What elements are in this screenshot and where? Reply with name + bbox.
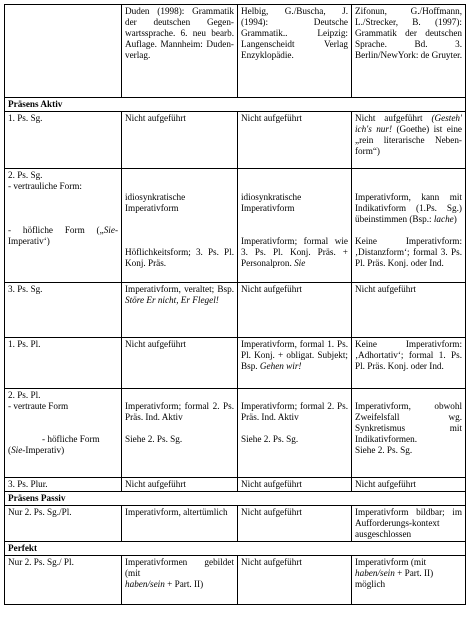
duden-cell: Nicht aufgeführt xyxy=(122,112,238,169)
cell-text: Siehe 2. Ps. Sg. xyxy=(125,434,183,444)
table-row xyxy=(5,283,466,338)
label-line: - vertraute Form xyxy=(8,401,69,411)
cell-text: Höflichkeitsform; 3. Ps. Pl. Konj. Präs. xyxy=(125,247,234,268)
cell-text: Imperativform, kann mit Indikativform (1.Ps. Sg.) übeinstimmen (Bsp.: xyxy=(355,192,462,224)
table-row xyxy=(5,389,466,478)
table-row xyxy=(5,478,466,492)
label-line: ( xyxy=(8,445,12,455)
zifonun-cell xyxy=(352,169,466,283)
section-row xyxy=(5,492,466,506)
duden-cell xyxy=(122,389,238,478)
row-label: 3. Ps. Plur. xyxy=(5,478,122,492)
cell-text: Imperativformen gebildet (mit xyxy=(125,557,234,578)
section-row xyxy=(5,98,466,112)
cell-text: ) xyxy=(453,214,457,224)
cell-italic: lache xyxy=(433,214,454,224)
row-label xyxy=(5,169,122,283)
row-label: 1. Ps. Sg. xyxy=(5,112,122,169)
table-row xyxy=(5,169,466,283)
label-line: 2. Ps. Pl. xyxy=(8,390,41,400)
example-text: Gehen wir! xyxy=(259,361,302,371)
label-line: 2. Ps. Sg. xyxy=(8,170,43,180)
label-line: -Imperativ) xyxy=(22,445,65,455)
duden-cell xyxy=(122,283,238,338)
helbig-cell xyxy=(238,389,352,478)
zifonun-cell xyxy=(352,556,466,605)
table-row xyxy=(5,556,466,605)
cell-text: Imperativform, veraltet; Bsp. xyxy=(125,284,234,294)
cell-text: Imperativform (mit xyxy=(355,557,427,567)
helbig-cell: Nicht aufgeführt xyxy=(238,556,352,605)
table-row xyxy=(5,506,466,542)
row-label: 3. Ps. Sg. xyxy=(5,283,122,338)
zifonun-cell: Nicht aufgeführt xyxy=(352,478,466,492)
helbig-cell: Nicht aufgeführt xyxy=(238,283,352,338)
cell-text: Imperativform; formal 2. Ps. Präs. Ind. Aktiv xyxy=(125,401,234,422)
cell-text: möglich xyxy=(355,579,386,589)
header-cell-empty xyxy=(5,5,122,98)
zifonun-cell: Nicht aufgeführt xyxy=(352,283,466,338)
cell-text: + Part. II) xyxy=(164,579,204,589)
label-line: - höfliche Form xyxy=(42,434,100,444)
duden-cell xyxy=(122,556,238,605)
table-row xyxy=(5,112,466,169)
cell-text: Siehe 2. Ps. Sg. xyxy=(355,445,413,455)
table-row xyxy=(5,338,466,389)
label-line: - höfliche Form („ xyxy=(8,225,104,235)
duden-cell: Nicht aufgeführt xyxy=(122,338,238,389)
cell-italic: haben/sein xyxy=(355,568,395,578)
label-italic: Sie xyxy=(103,225,115,235)
duden-cell: Nicht aufgeführt xyxy=(122,478,238,492)
label-italic: Sie xyxy=(11,445,23,455)
example-text: Störe Er nicht, Er Flegel! xyxy=(125,295,219,305)
section-row xyxy=(5,542,466,556)
example-text: (Gesteh' ich's nur! xyxy=(355,113,462,134)
cell-text: idiosynkratische Imperativform xyxy=(125,192,186,213)
cell-italic: Sie xyxy=(294,258,306,268)
header-helbig: Helbig, G./Buscha, J. (1994): Deutsche Grammatik.. Leipzig: Langenscheidt Verlag Enzyklopädie. xyxy=(238,5,352,98)
row-label: Nur 2. Ps. Sg./ Pl. xyxy=(5,556,122,605)
cell-text: idiosynkratische Imperativform xyxy=(241,192,302,213)
zifonun-cell: Imperativform bildbar; im Aufforderungs-kontext ausgeschlossen xyxy=(352,506,466,542)
header-row xyxy=(5,5,466,98)
cell-text: Imperativform; formal wie 3. Ps. Pl. Konj. Präs. + Personalpron. xyxy=(241,236,348,268)
helbig-cell: Nicht aufgeführt xyxy=(238,478,352,492)
section-praesens-passiv: Präsens Passiv xyxy=(5,492,466,506)
helbig-cell xyxy=(238,338,352,389)
section-praesens-aktiv: Präsens Aktiv xyxy=(5,98,466,112)
duden-cell: Imperativform, altertümlich xyxy=(122,506,238,542)
label-line: - vertrauliche Form: xyxy=(8,181,82,191)
helbig-cell xyxy=(238,169,352,283)
cell-text: (Goethe) ist eine „rein literarische Neben-form“) xyxy=(355,124,462,156)
cell-text: Siehe 2. Ps. Sg. xyxy=(241,434,299,444)
helbig-cell: Nicht aufgeführt xyxy=(238,112,352,169)
helbig-cell: Nicht aufgeführt xyxy=(238,506,352,542)
header-duden: Duden (1998): Grammatik der deutschen Gegen-wartssprache. 6. neu bearb. Auflage. Mannheim: Duden-verlag. xyxy=(122,5,238,98)
zifonun-cell xyxy=(352,112,466,169)
row-label xyxy=(5,389,122,478)
cell-text: Nicht aufgeführt xyxy=(355,113,423,123)
label-line: -Imperativ‘) xyxy=(8,225,118,246)
cell-text: Imperativform, formal 1. Ps. Pl. Konj. + obligat. Subjekt; Bsp. xyxy=(241,339,348,371)
cell-italic: haben/sein xyxy=(125,579,165,589)
cell-text: + Part. II) xyxy=(394,568,434,578)
duden-cell xyxy=(122,169,238,283)
header-zifonun: Zifonun, G./Hoffmann, L./Strecker, B. (1997): Grammatik der deutschen Sprache. Bd. 3. Berlin/NewYork: de Gruyter. xyxy=(352,5,466,98)
cell-text: Imperativform, obwohl Zweifelsfall wg. Synkretismus mit Indikativformen. xyxy=(355,401,462,444)
zifonun-cell xyxy=(352,389,466,478)
zifonun-cell: Keine Imperativform: ‚Adhortativ‘; formal 1. Ps. Pl. Präs. Konj. oder Ind. xyxy=(352,338,466,389)
section-perfekt: Perfekt xyxy=(5,542,466,556)
grammar-comparison-table xyxy=(4,4,466,605)
row-label: Nur 2. Ps. Sg./Pl. xyxy=(5,506,122,542)
cell-text: Keine Imperativform: ‚Distanzform‘; formal 3. Ps. Pl. Präs. Konj. oder Ind. xyxy=(355,236,462,268)
cell-text: Imperativform; formal 2. Ps. Präs. Ind. Aktiv xyxy=(241,401,348,422)
row-label: 1. Ps. Pl. xyxy=(5,338,122,389)
